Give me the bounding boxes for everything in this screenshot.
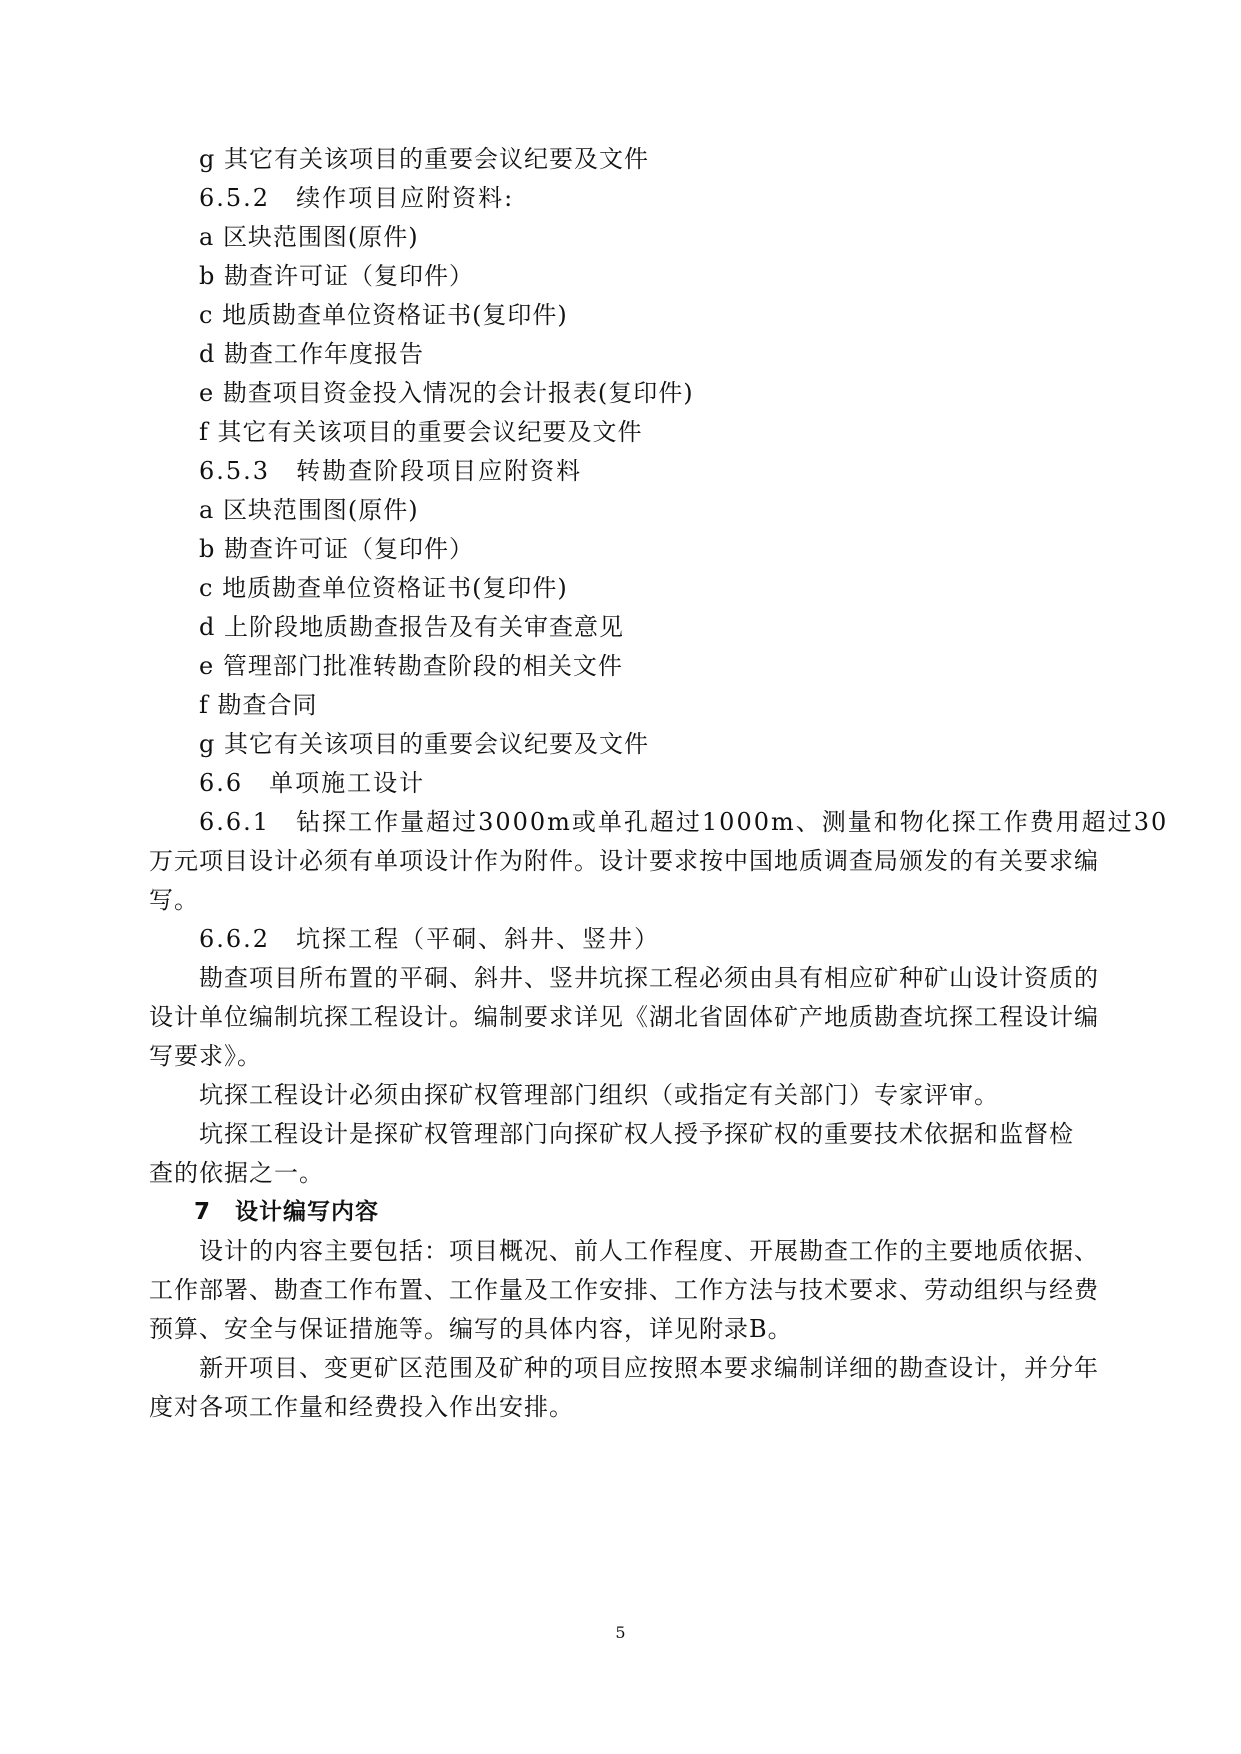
list-item-e: e 管理部门批准转勘查阶段的相关文件 [199,652,623,680]
list-item-f: f 其它有关该项目的重要会议纪要及文件 [199,418,643,446]
list-item-c: c 地质勘查单位资格证书(复印件) [199,301,568,329]
paragraph-line: 写。 [149,886,199,914]
paragraph-line: 写要求》。 [149,1042,262,1070]
section-6-5-3-heading: 6.5.3 转勘查阶段项目应附资料 [199,457,583,485]
page-number: 5 [615,1623,626,1642]
list-item-c: c 地质勘查单位资格证书(复印件) [199,574,568,602]
list-item-a: a 区块范围图(原件) [199,496,419,524]
paragraph-line: 勘查项目所布置的平硐、斜井、竖井坑探工程必须由具有相应矿种矿山设计资质的 [199,964,1099,992]
section-6-6-2-heading: 6.6.2 坑探工程（平硐、斜井、竖井） [199,925,661,953]
paragraph-line: 设计单位编制坑探工程设计。编制要求详见《湖北省固体矿产地质勘查坑探工程设计编 [149,1003,1099,1031]
paragraph-line: 设计的内容主要包括：项目概况、前人工作程度、开展勘查工作的主要地质依据、 [199,1237,1099,1265]
section-6-6-heading: 6.6 单项施工设计 [199,769,426,797]
section-7-heading: 7 设计编写内容 [194,1199,380,1225]
list-item-d: d 勘查工作年度报告 [199,340,424,368]
list-item-b: b 勘查许可证（复印件） [199,535,474,563]
paragraph-line: 万元项目设计必须有单项设计作为附件。设计要求按中国地质调查局颁发的有关要求编 [149,847,1099,875]
paragraph-line: 预算、安全与保证措施等。编写的具体内容，详见附录B。 [149,1315,793,1343]
list-item-d: d 上阶段地质勘查报告及有关审查意见 [199,613,624,641]
list-item-e: e 勘查项目资金投入情况的会计报表(复印件) [199,379,694,407]
list-item-g: g 其它有关该项目的重要会议纪要及文件 [199,730,649,758]
paragraph-line: 度对各项工作量和经费投入作出安排。 [149,1393,574,1421]
list-item-g: g 其它有关该项目的重要会议纪要及文件 [199,145,649,173]
list-item-b: b 勘查许可证（复印件） [199,262,474,290]
paragraph-line: 6.6.1 钻探工作量超过3000m或单孔超过1000m、测量和物化探工作费用超过30 [199,808,1169,836]
paragraph-line: 新开项目、变更矿区范围及矿种的项目应按照本要求编制详细的勘查设计，并分年 [199,1354,1099,1382]
paragraph-line: 查的依据之一。 [149,1159,324,1187]
section-6-5-2-heading: 6.5.2 续作项目应附资料: [199,184,515,212]
paragraph-line: 坑探工程设计必须由探矿权管理部门组织（或指定有关部门）专家评审。 [199,1081,999,1109]
paragraph-line: 工作部署、勘查工作布置、工作量及工作安排、工作方法与技术要求、劳动组织与经费 [149,1276,1099,1304]
list-item-f: f 勘查合同 [199,691,318,719]
list-item-a: a 区块范围图(原件) [199,223,419,251]
paragraph-line: 坑探工程设计是探矿权管理部门向探矿权人授予探矿权的重要技术依据和监督检 [199,1120,1074,1148]
